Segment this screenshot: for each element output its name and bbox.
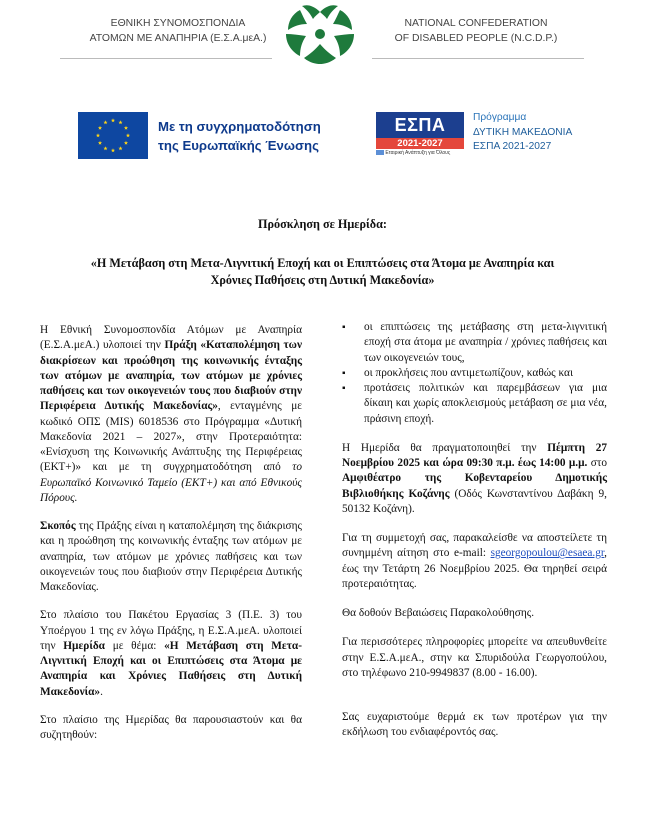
program-label [473, 111, 603, 155]
org-name-english [392, 16, 560, 46]
espa-logo [376, 112, 464, 160]
bullet-text: οι επιπτώσεις της μετάβασης στη μετα-λιγνιτική εποχή στα άτομα με αναπηρία / χρόνιες παθήσεις και των οικογενειών τους, [364, 321, 607, 364]
org-name-english-line2: OF DISABLED PEOPLE (N.C.D.P.) [394, 33, 558, 44]
org-name-english-line1: NATIONAL CONFEDERATION [404, 18, 548, 29]
bullet-icon: ▪ [342, 367, 346, 379]
header-divider-right [372, 58, 584, 59]
esamea-logo [270, 0, 370, 70]
header-divider-left [60, 58, 272, 59]
paragraph-contact: Για περισσότερες πληροφορίες μπορείτε να απευθυνθείτε στην Ε.Σ.Α.μεΑ., στην κα Σπυριδούλα Γεωργοπούλου, στο τηλέφωνο 210-9949837 (8.00 - 16.00). [342, 636, 607, 679]
event-title-line2: Χρόνιες Παθήσεις στη Δυτική Μακεδονία» [210, 272, 435, 287]
left-column [40, 323, 302, 743]
paragraph-thanks: Σας ευχαριστούμε θερμά εκ των προτέρων για την εκδήλωση του ενδιαφέροντός σας. [342, 711, 607, 739]
org-name-greek-line1: ΕΘΝΙΚΗ ΣΥΝΟΜΟΣΠΟΝΔΙΑ [110, 18, 246, 29]
paragraph-event-details: Η Ημερίδα θα πραγματοποιηθεί την Πέμπτη 27 Νοεμβρίου 2025 και ώρα 09:30 π.μ. έως 14:00 μ.μ. στο Αμφιθέατρο της Κοβενταρείου Δημοτικής Βιβλιοθήκης Κοζάνης (Οδός Κωνσταντίνου Δαβάκη 9, 50132 Κοζάνη). [342, 441, 608, 515]
bullet-text: οι προκλήσεις που αντιμετωπίζουν, καθώς και [364, 366, 574, 379]
paragraph-registration: Για τη συμμετοχή σας, παρακαλείσθε να αποστείλετε τη συνημμένη αίτηση στο e-mail: sgeorgopoulou@esaea.gr, έως την Τετάρτη 26 Νοεμβρίου 2025. Θα τηρηθεί σειρά προτεραιότητας. [342, 532, 607, 590]
eu-cofunding-line1: Με τη συγχρηματοδότηση [158, 119, 321, 134]
email-link[interactable]: sgeorgopoulou@esaea.gr [490, 547, 605, 560]
invitation-heading: Πρόσκληση σε Ημερίδα: [258, 217, 387, 231]
paragraph-workpackage: Στο πλαίσιο του Πακέτου Εργασίας 3 (Π.Ε. 3) του Υποέργου 1 της εν λόγω Πράξης, η Ε.Σ.Α.μεΑ. υλοποιεί την Ημερίδα με θέμα: «Η Μετάβαση στη Μετα-Λιγνιτική Εποχή και οι Επιπτώσεις στα Άτομα με Αναπηρία και Χρόνιες Παθήσεις στη Δυτική Μακεδονία». [40, 609, 302, 698]
bullet-icon: ▪ [342, 383, 346, 394]
program-line1: Πρόγραμμα [473, 112, 527, 123]
espa-subtitle [376, 150, 464, 156]
list-item [342, 381, 607, 427]
eu-flag-icon [78, 112, 148, 159]
program-line3: ΕΣΠΑ 2021-2027 [473, 141, 552, 152]
event-title [30, 255, 615, 288]
program-line2: ΔΥΤΙΚΗ ΜΑΚΕΔΟΝΙΑ [473, 126, 573, 138]
list-item [342, 320, 607, 366]
paragraph-purpose: Σκοπός της Πράξης είναι η καταπολέμηση της διάκρισης και η προώθηση της κοινωνικής ένταξης των ατόμων με αναπηρία, των ατόμων με χρόνιες παθήσεις και των οικογενειών τους που διαβιούν στην Περιφέρεια Δυτικής Μακεδονίας. [40, 520, 302, 593]
espa-title: ΕΣΠΑ [376, 112, 464, 138]
list-item [342, 366, 607, 381]
espa-years: 2021-2027 [376, 138, 464, 149]
event-title-line1: «Η Μετάβαση στη Μετα-Λιγνιτική Εποχή και οι Επιπτώσεις στα Άτομα με Αναπηρία και [90, 256, 555, 270]
greek-flag-icon [376, 150, 384, 155]
org-name-greek [78, 16, 278, 46]
espa-subtitle-text: Εταιρική Ανάπτυξη για Όλους [385, 150, 451, 156]
eu-cofunding-text [158, 117, 373, 155]
eu-cofunding-line2: της Ευρωπαϊκής Ένωσης [158, 138, 319, 153]
paragraph-certificates: Θα δοθούν Βεβαιώσεις Παρακολούθησης. [342, 607, 535, 619]
paragraph-intro: Η Εθνική Συνομοσπονδία Ατόμων με Αναπηρία (Ε.Σ.Α.μεΑ.) υλοποιεί την Πράξη «Καταπολέμηση των διακρίσεων και προώθηση της κοινωνικής ένταξης των ατόμων με αναπηρία, των ατόμων με χρόνιες παθήσεις και των οικογενειών τους που διαβιούν στην Περιφέρεια Δυτικής Μακεδονίας», ενταγμένης με κωδικό ΟΠΣ (MIS) 6018536 στο Πρόγραμμα «Δυτική Μακεδονία 2021 – 2027», στην Προτεραιότητα: «Ενίσχυση της Κοινωνικής Ανάπτυξης της Περιφέρειας (ΕΚΤ+)» και με τη συγχρηματοδότηση από το Ευρωπαϊκό Κοινωνικό Ταμείο (ΕΚΤ+) και από Εθνικούς Πόρους. [40, 324, 302, 504]
right-column [342, 320, 607, 741]
org-name-greek-line2: ΑΤΟΜΩΝ ΜΕ ΑΝΑΠΗΡΙΑ (Ε.Σ.Α.μεΑ.) [89, 33, 267, 44]
bullet-icon: ▪ [342, 322, 346, 333]
bullet-text: προτάσεις πολιτικών και παρεμβάσεων για μια δίκαιη και χωρίς αποκλεισμούς μετάβαση σε μια νέα, πράσινη εποχή. [364, 382, 607, 425]
paragraph-topics-intro: Στο πλαίσιο της Ημερίδας θα παρουσιαστούν και θα συζητηθούν: [40, 713, 302, 741]
